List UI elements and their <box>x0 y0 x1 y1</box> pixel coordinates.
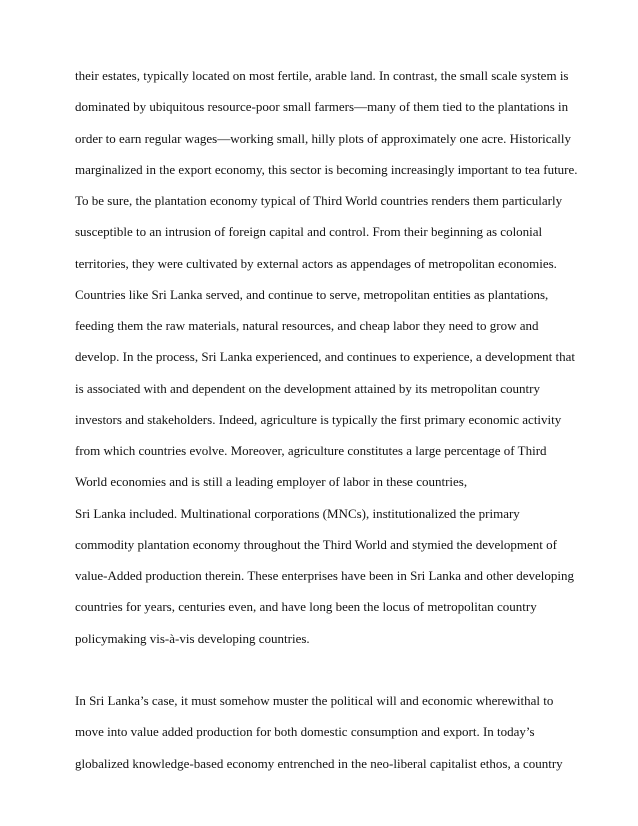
text-line: In Sri Lanka’s case, it must somehow muster the political will and economic wherewithal to <box>75 693 554 708</box>
text-line: To be sure, the plantation economy typical of Third World countries renders them particularly <box>75 193 563 208</box>
text-line: commodity plantation economy throughout the Third World and stymied the development of <box>75 536 557 552</box>
text-line: susceptible to an intrusion of foreign capital and control. From their beginning as colonial <box>75 224 543 240</box>
text-line: territories, they were cultivated by external actors as appendages of metropolitan economies. <box>75 255 557 271</box>
text-line: globalized knowledge-based economy entrenched in the neo-liberal capitalist ethos, a country <box>75 755 563 771</box>
text-line: Sri Lanka included. Multinational corporations (MNCs), institutionalized the primary <box>75 505 520 521</box>
text-line: marginalized in the export economy, this sector is becoming increasingly important to tea future. <box>75 161 578 177</box>
text-line: order to earn regular wages—working small, hilly plots of approximately one acre. Historically <box>75 130 572 146</box>
text-line: World economies and is still a leading employer of labor in these countries, <box>75 474 468 490</box>
text-line: value-Added production therein. These enterprises have been in Sri Lanka and other developing <box>75 568 575 583</box>
text-line: is associated with and dependent on the development attained by its metropolitan country <box>75 380 540 396</box>
text-line: from which countries evolve. Moreover, agriculture constitutes a large percentage of Third <box>75 443 547 458</box>
text-line: Countries like Sri Lanka served, and continue to serve, metropolitan entities as plantations, <box>75 286 549 302</box>
text-line: investors and stakeholders. Indeed, agriculture is typically the first primary economic activity <box>75 411 562 427</box>
text-line: countries for years, centuries even, and have long been the locus of metropolitan country <box>75 599 537 615</box>
text-line: feeding them the raw materials, natural resources, and cheap labor they need to grow and <box>75 318 539 333</box>
text-line: develop. In the process, Sri Lanka experienced, and continues to experience, a development that <box>75 349 575 365</box>
text-line: move into value added production for both domestic consumption and export. In today’s <box>75 724 535 740</box>
text-line: policymaking vis-à-vis developing countries. <box>75 630 310 646</box>
text-line: dominated by ubiquitous resource-poor small farmers—many of them tied to the plantations in <box>75 99 569 115</box>
text-line: their estates, typically located on most fertile, arable land. In contrast, the small scale system is <box>75 68 569 83</box>
